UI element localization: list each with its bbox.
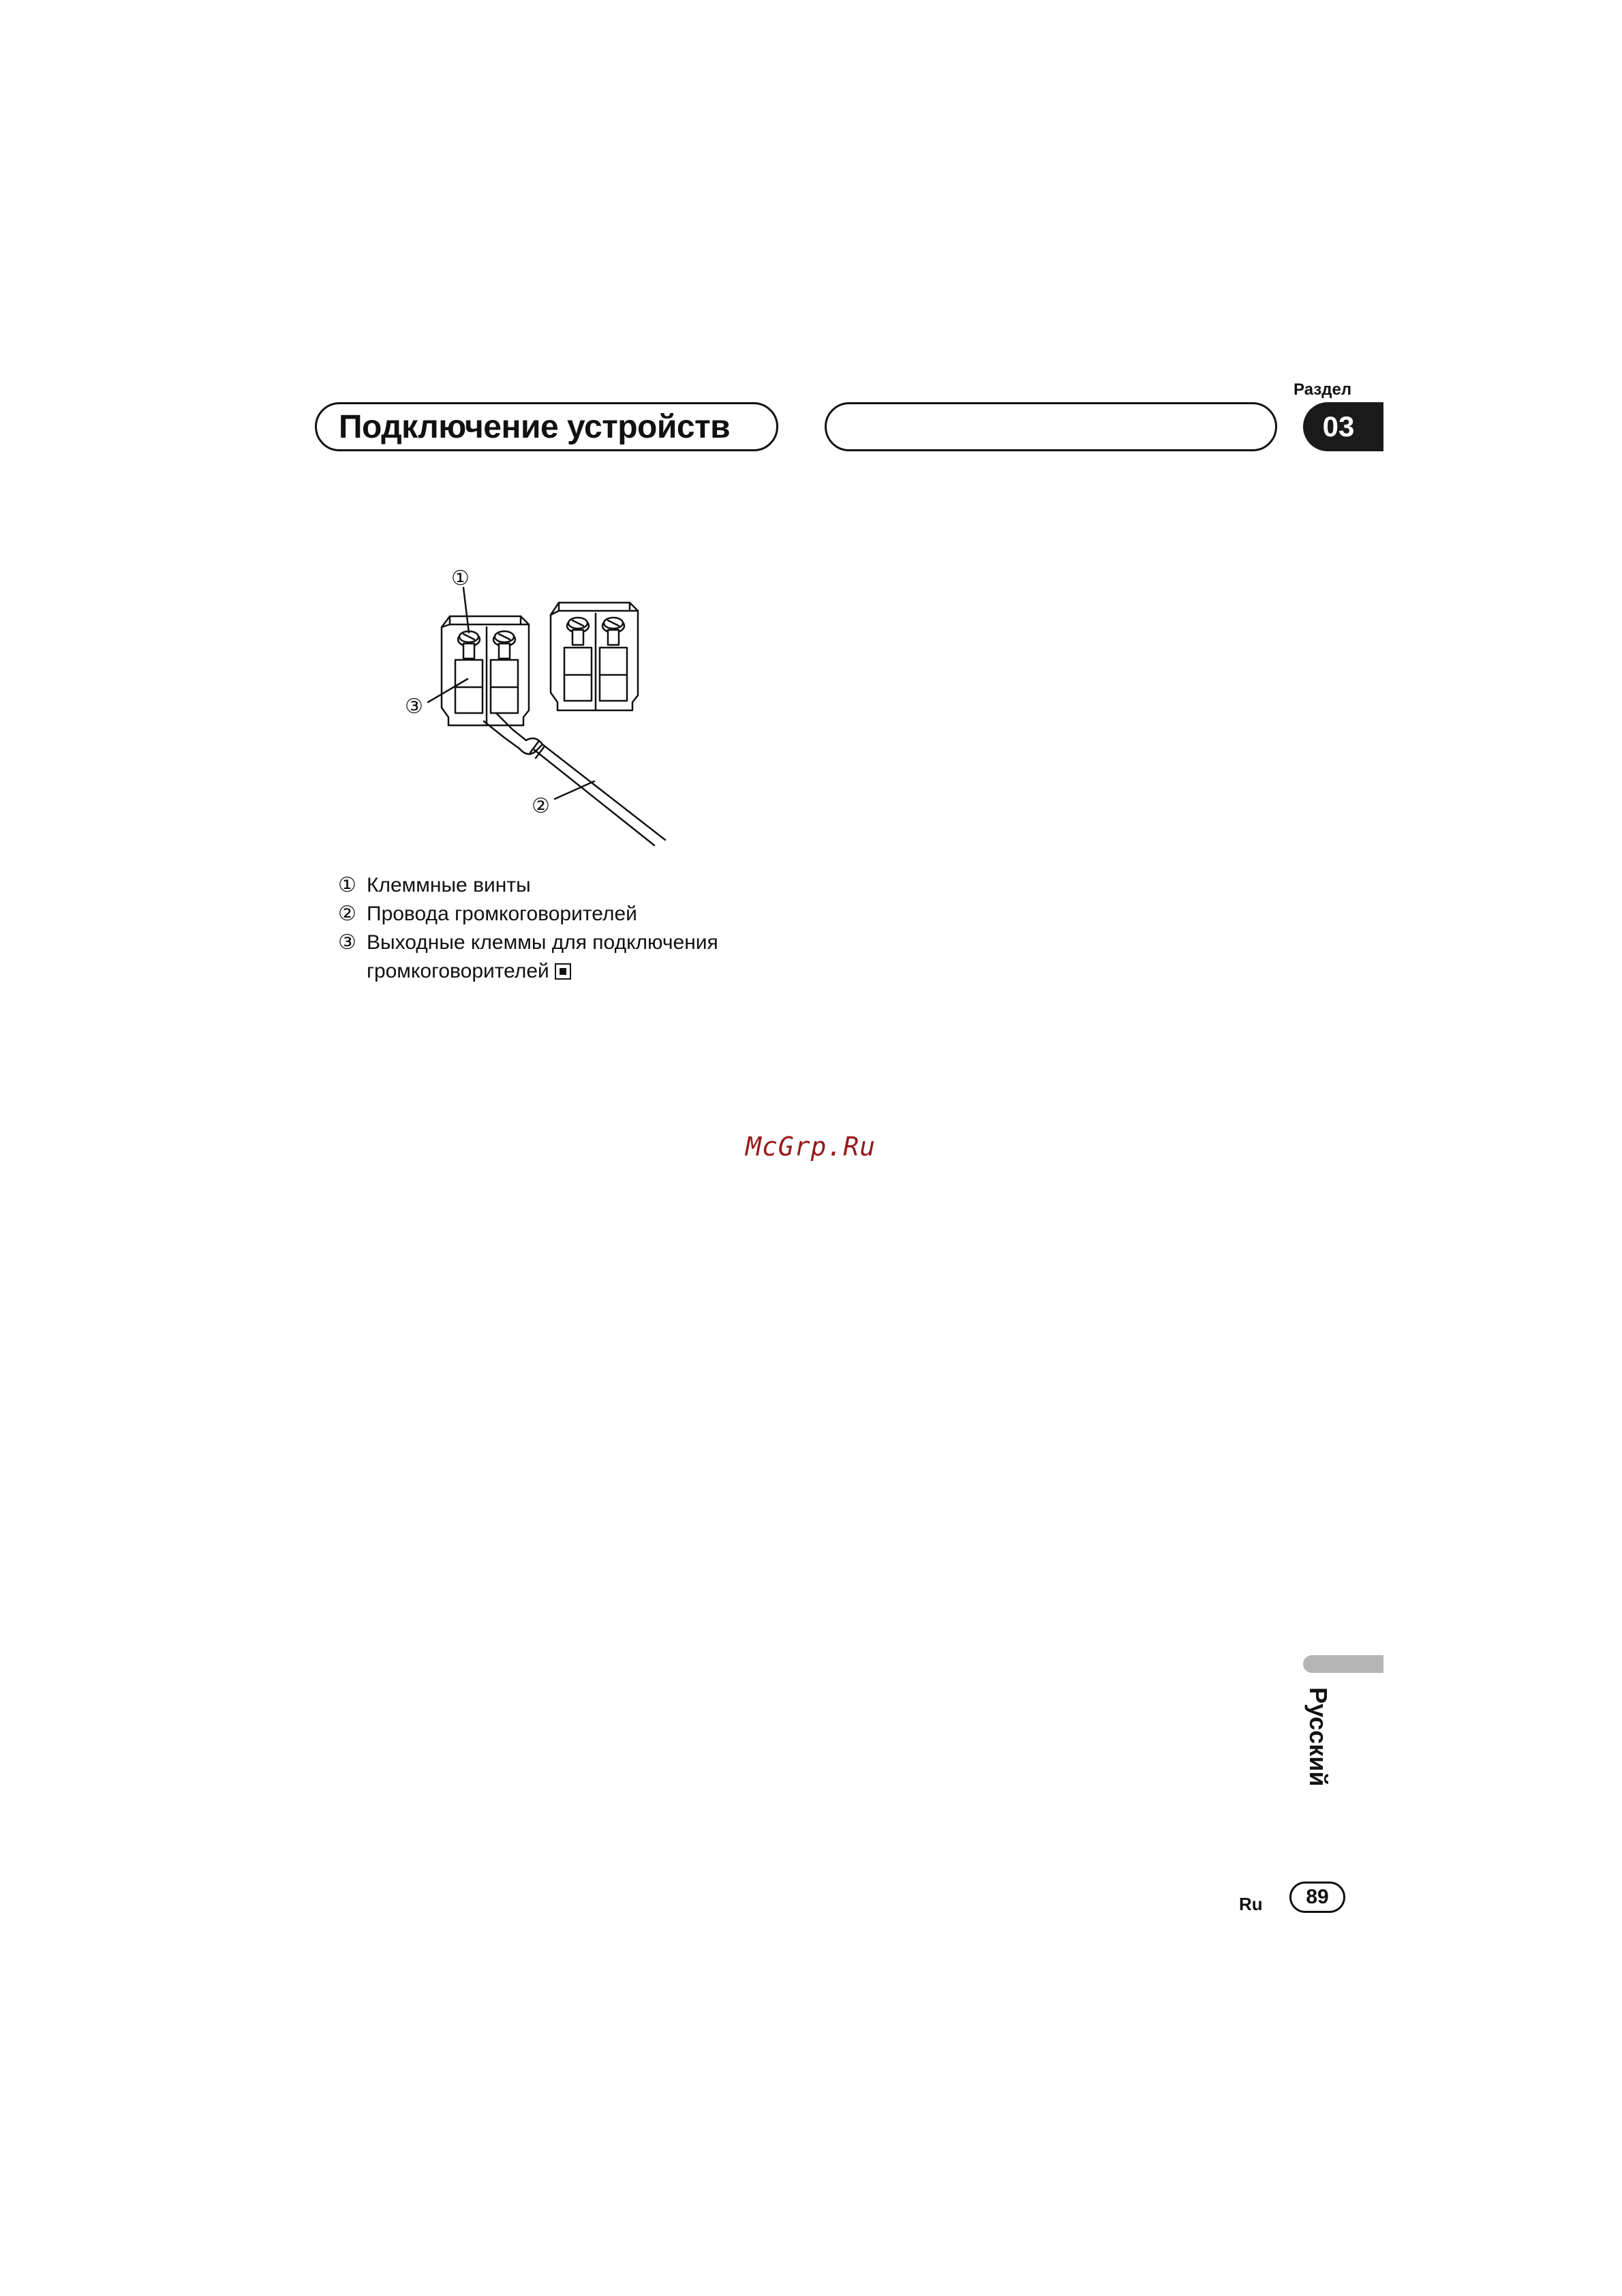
caption-number: ③	[338, 931, 356, 954]
figure-captions	[338, 871, 829, 986]
page-number: 89	[1289, 1882, 1345, 1913]
right-terminal-block	[551, 603, 638, 710]
callout-3: ③	[405, 695, 423, 719]
caption-item	[338, 871, 829, 900]
caption-text: Провода громкоговорителей	[367, 903, 637, 925]
footer-language-code: Ru	[1239, 1894, 1263, 1914]
chapter-title-pill	[315, 402, 778, 451]
caption-text: Клеммные винты	[367, 874, 531, 896]
caption-number: ②	[338, 903, 356, 925]
caption-item	[338, 928, 829, 986]
caption-item	[338, 900, 829, 928]
callout-2: ②	[532, 794, 550, 818]
language-tab-bar	[1303, 1655, 1383, 1673]
header-blank-pill	[825, 402, 1277, 451]
section-number-badge: 03	[1303, 402, 1383, 451]
speaker-terminal-diagram	[395, 559, 709, 859]
caption-text: Выходные клеммы для подключения громкоговорителей	[367, 931, 718, 982]
language-tab-label: Русский	[1304, 1687, 1332, 1787]
end-of-section-icon	[555, 963, 571, 980]
watermark: McGrp.Ru	[746, 1132, 876, 1162]
left-terminal-block	[442, 616, 529, 725]
section-label: Раздел	[1294, 380, 1352, 399]
callout-1: ①	[451, 567, 470, 590]
chapter-title: Подключение устройств	[339, 408, 731, 445]
caption-number: ①	[338, 874, 356, 896]
speaker-wire	[484, 713, 665, 845]
